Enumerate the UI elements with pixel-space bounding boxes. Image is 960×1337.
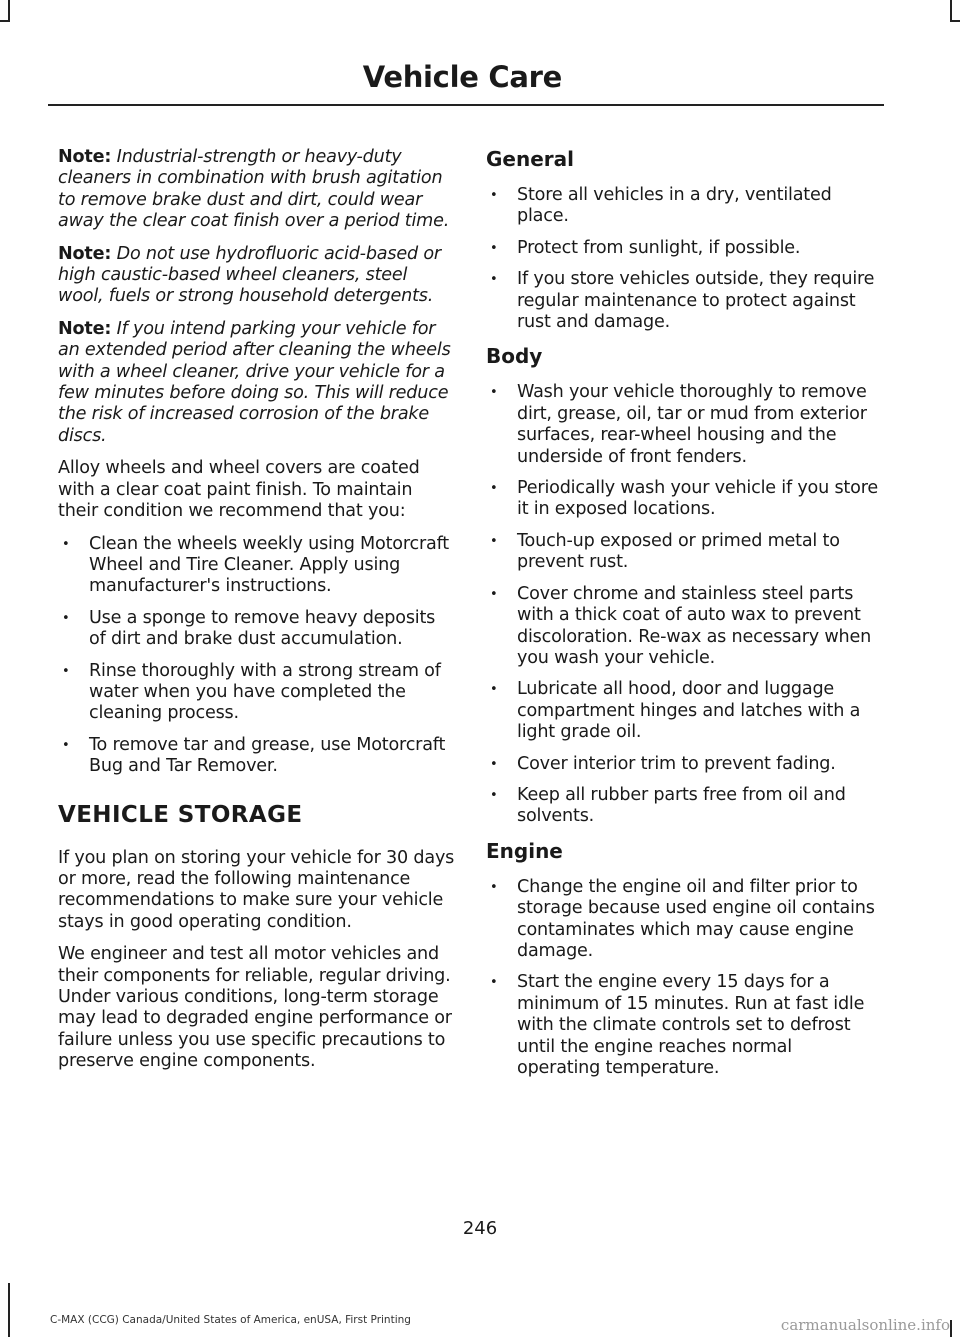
engine-list <box>486 877 880 1080</box>
list-item: • Wash your vehicle thoroughly to remove dirt, grease, oil, tar or mud from exterior surfaces, rear-wheel housing and the underside of front fenders. <box>486 382 880 468</box>
body-list <box>486 382 880 827</box>
list-item: • Periodically wash your vehicle if you store it in exposed locations. <box>486 478 880 521</box>
page-number: 246 <box>462 1218 498 1239</box>
list-item: • To remove tar and grease, use Motorcraft Bug and Tar Remover. <box>58 735 456 778</box>
list-item: • If you store vehicles outside, they require regular maintenance to protect against rust and damage. <box>486 269 880 333</box>
page-header-title: Vehicle Care <box>362 60 562 94</box>
crop-mark <box>8 1283 10 1337</box>
note-paragraph <box>58 244 456 308</box>
edition-footer: C-MAX (CCG) Canada/United States of America, enUSA, First Printing <box>50 1314 411 1326</box>
alloy-wheels-paragraph: Alloy wheels and wheel covers are coated with a clear coat paint finish. To maintain their condition we recommend that you: <box>58 458 420 522</box>
list-item: • Clean the wheels weekly using Motorcraft Wheel and Tire Cleaner. Apply using manufacturer's instructions. <box>58 534 456 598</box>
header-rule <box>48 104 884 106</box>
vehicle-storage-heading: VEHICLE STORAGE <box>58 801 303 828</box>
list-item: • Change the engine oil and filter prior to storage because used engine oil contains contaminates which may cause engine damage. <box>486 877 880 963</box>
list-item: • Touch-up exposed or primed metal to prevent rust. <box>486 531 880 574</box>
general-heading: General <box>486 147 574 171</box>
wheel-care-list <box>58 534 456 778</box>
storage-paragraph: If you plan on storing your vehicle for 30 days or more, read the following maintenance recommendations to make sure your vehicle stays in good operating condition. <box>58 847 455 932</box>
crop-mark <box>950 0 952 22</box>
note-paragraph <box>58 147 456 233</box>
list-item: • Keep all rubber parts free from oil and solvents. <box>486 785 880 828</box>
left-column <box>58 147 456 1084</box>
list-item: • Use a sponge to remove heavy deposits of dirt and brake dust accumulation. <box>58 608 456 651</box>
list-item: • Lubricate all hood, door and luggage compartment hinges and latches with a light grade oil. <box>486 679 880 743</box>
list-item: • Cover chrome and stainless steel parts with a thick coat of auto wax to prevent discoloration. Re-wax as necessary when you wash your vehicle. <box>486 584 880 670</box>
note-text: Do not use hydrofluoric acid-based or high caustic-based wheel cleaners, steel wool, fuels or strong household detergents. <box>58 243 441 307</box>
list-item: • Store all vehicles in a dry, ventilated place. <box>486 185 880 228</box>
crop-mark <box>8 0 10 22</box>
note-paragraph <box>58 319 456 447</box>
body-heading: Body <box>486 344 543 369</box>
list-item: • Cover interior trim to prevent fading. <box>486 754 880 775</box>
engine-heading: Engine <box>486 838 563 863</box>
general-list <box>486 185 880 333</box>
list-item: • Protect from sunlight, if possible. <box>486 238 880 259</box>
list-item: • Start the engine every 15 days for a minimum of 15 minutes. Run at fast idle with the climate controls set to defrost until the engine reaches normal operating temperature. <box>486 972 880 1079</box>
crop-mark <box>950 20 960 22</box>
note-text: If you intend parking your vehicle for an extended period after cleaning the wheels with a wheel cleaner, drive your vehicle for a few minutes before doing so. This will reduce the risk of increased corrosion of the brake discs. <box>58 318 451 446</box>
crop-mark <box>0 20 10 22</box>
watermark: carmanualsonline.info <box>780 1316 950 1334</box>
note-label: Note: <box>58 147 112 167</box>
note-label: Note: <box>58 318 112 339</box>
crop-mark <box>950 1320 952 1337</box>
note-text: Industrial-strength or heavy-duty cleaners in combination with brush agitation to remove brake dust and dirt, could wear away the clear coat finish over a period time. <box>58 147 450 232</box>
list-item: • Rinse thoroughly with a strong stream of water when you have completed the cleaning process. <box>58 661 456 725</box>
right-column <box>486 147 880 1090</box>
note-label: Note: <box>58 243 112 264</box>
storage-paragraph: We engineer and test all motor vehicles and their components for reliable, regular driving. Under various conditions, long-term storage may lead to degraded engine performance or failure unless you use specific precautions to preserve engine components. <box>58 944 452 1072</box>
